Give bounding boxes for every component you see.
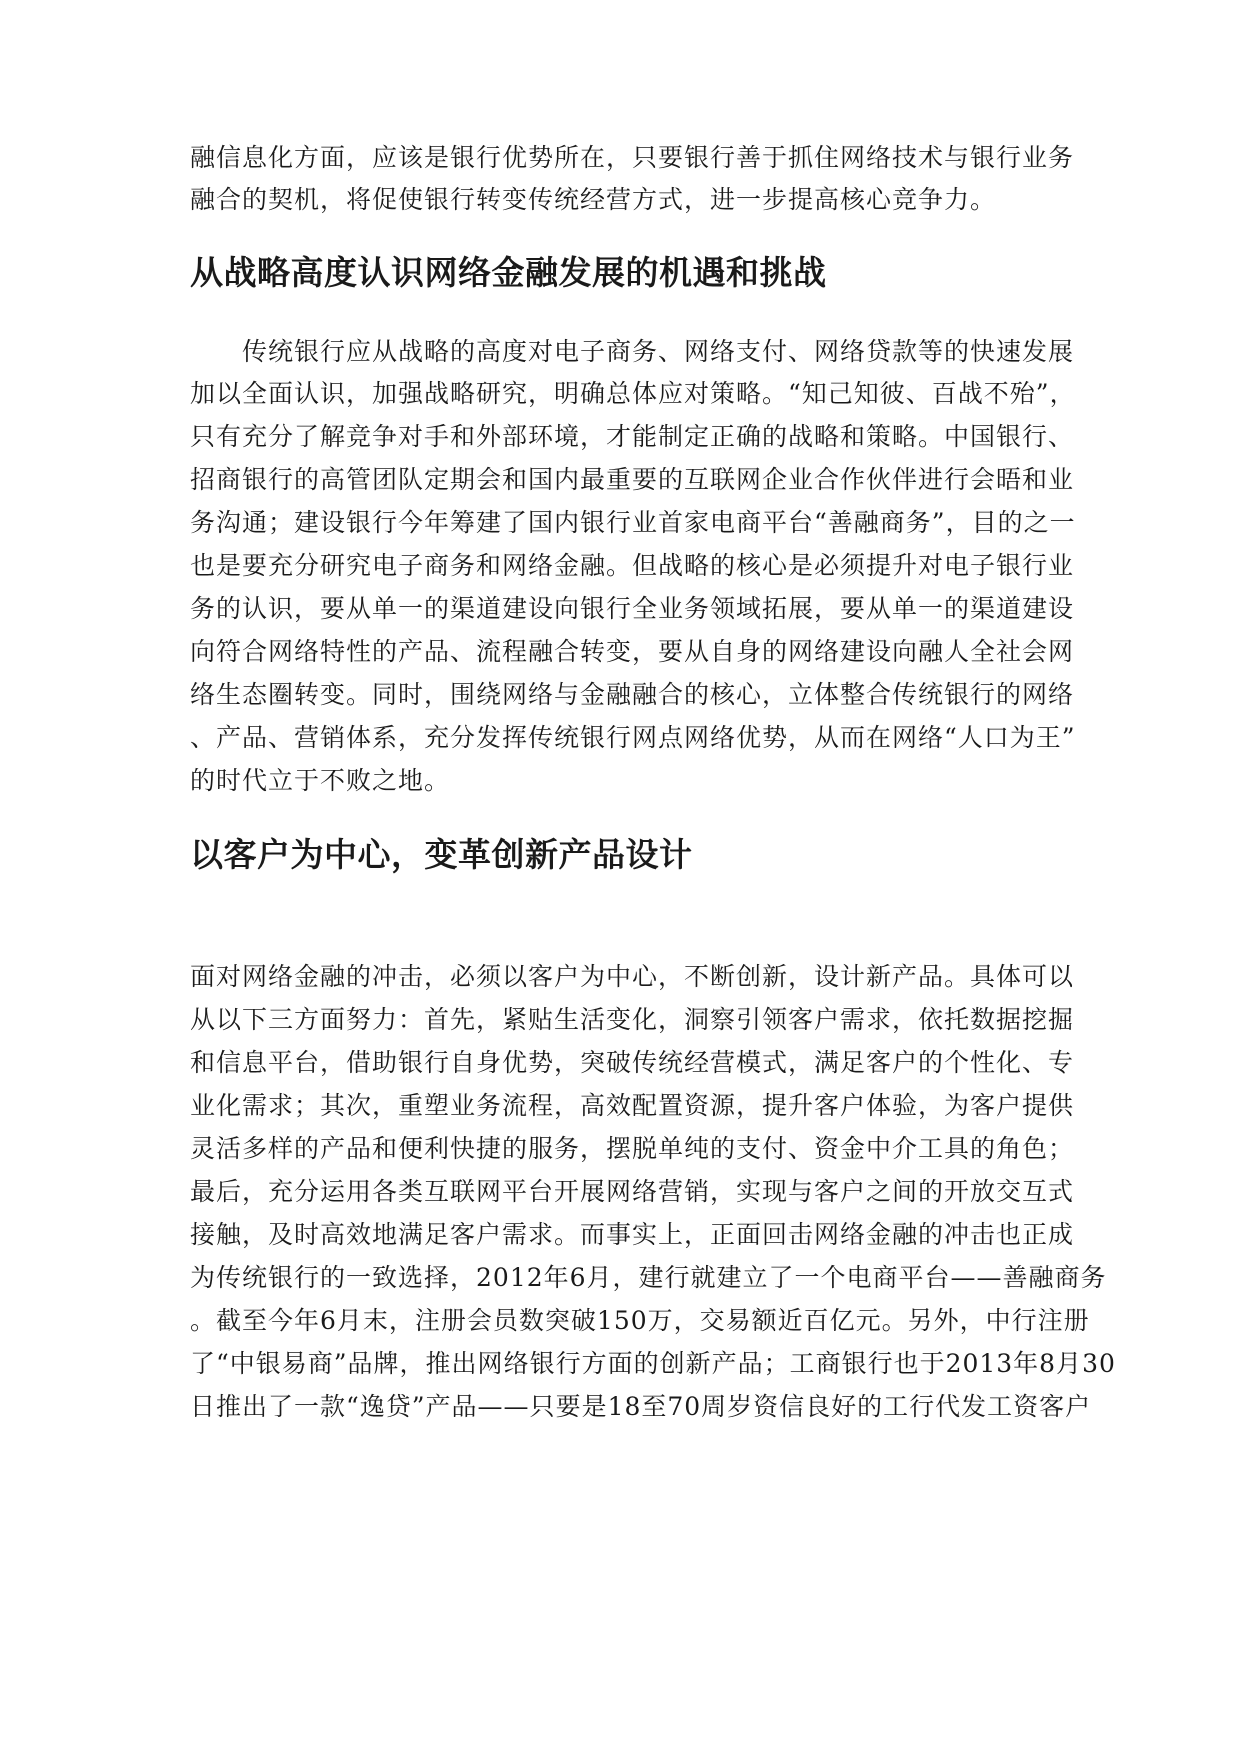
section1-line-10: 、产品、营销体系，充分发挥传统银行网点网络优势，从而在网络“人口为王”: [190, 723, 1076, 752]
section2-line-3: 和信息平台，借助银行自身优势，突破传统经营模式，满足客户的个性化、专: [190, 1048, 1075, 1077]
section2-line-9: 。截至今年6月末，注册会员数突破150万，交易额近百亿元。另外，中行注册: [190, 1306, 1090, 1335]
section2-line-4: 业化需求；其次，重塑业务流程，高效配置资源，提升客户体验，为客户提供: [190, 1091, 1075, 1120]
section1-line-11: 的时代立于不败之地。: [190, 766, 451, 795]
intro-line-2: 融合的契机，将促使银行转变传统经营方式，进一步提高核心竞争力。: [190, 185, 997, 214]
section2-line-10: 了“中银易商”品牌，推出网络银行方面的创新产品；工商银行也于2013年8月30: [190, 1349, 1116, 1378]
section1-line-2: 加以全面认识，加强战略研究，明确总体应对策略。“知己知彼、百战不殆”，: [190, 379, 1076, 408]
section2-line-2: 从以下三方面努力：首先，紧贴生活变化，洞察引领客户需求，依托数据挖掘: [190, 1005, 1075, 1034]
intro-line-1: 融信息化方面，应该是银行优势所在，只要银行善于抓住网络技术与银行业务: [190, 143, 1075, 172]
section2-line-11: 日推出了一款“逸贷”产品——只要是18至70周岁资信良好的工行代发工资客户: [190, 1392, 1092, 1421]
section1-line-8: 向符合网络特性的产品、流程融合转变，要从自身的网络建设向融人全社会网: [190, 637, 1075, 666]
section1-line-6: 也是要充分研究电子商务和网络金融。但战略的核心是必须提升对电子银行业: [190, 551, 1075, 580]
section1-line-4: 招商银行的高管团队定期会和国内最重要的互联网企业合作伙伴进行会晤和业: [190, 465, 1075, 494]
section2-line-8: 为传统银行的一致选择，2012年6月，建行就建立了一个电商平台——善融商务: [190, 1263, 1107, 1292]
section1-line-5: 务沟通；建设银行今年筹建了国内银行业首家电商平台“善融商务”，目的之一: [190, 508, 1076, 537]
section-heading-strategy: 从战略高度认识网络金融发展的机遇和挑战: [190, 253, 827, 292]
section1-line-3: 只有充分了解竞争对手和外部环境，才能制定正确的战略和策略。中国银行、: [190, 422, 1075, 451]
section1-line-9: 络生态圈转变。同时，围绕网络与金融融合的核心，立体整合传统银行的网络: [190, 680, 1075, 709]
section2-line-7: 接触，及时高效地满足客户需求。而事实上，正面回击网络金融的冲击也正成: [190, 1220, 1075, 1249]
section1-line-7: 务的认识，要从单一的渠道建设向银行全业务领域拓展，要从单一的渠道建设: [190, 594, 1075, 623]
section1-line-1: 传统银行应从战略的高度对电子商务、网络支付、网络贷款等的快速发展: [190, 337, 1075, 366]
section2-line-6: 最后，充分运用各类互联网平台开展网络营销，实现与客户之间的开放交互式: [190, 1177, 1075, 1206]
section2-line-1: 面对网络金融的冲击，必须以客户为中心，不断创新，设计新产品。具体可以: [190, 962, 1075, 991]
section2-line-5: 灵活多样的产品和便利快捷的服务，摆脱单纯的支付、资金中介工具的角色；: [190, 1134, 1075, 1163]
section-heading-customer: 以客户为中心，变革创新产品设计: [190, 835, 693, 874]
